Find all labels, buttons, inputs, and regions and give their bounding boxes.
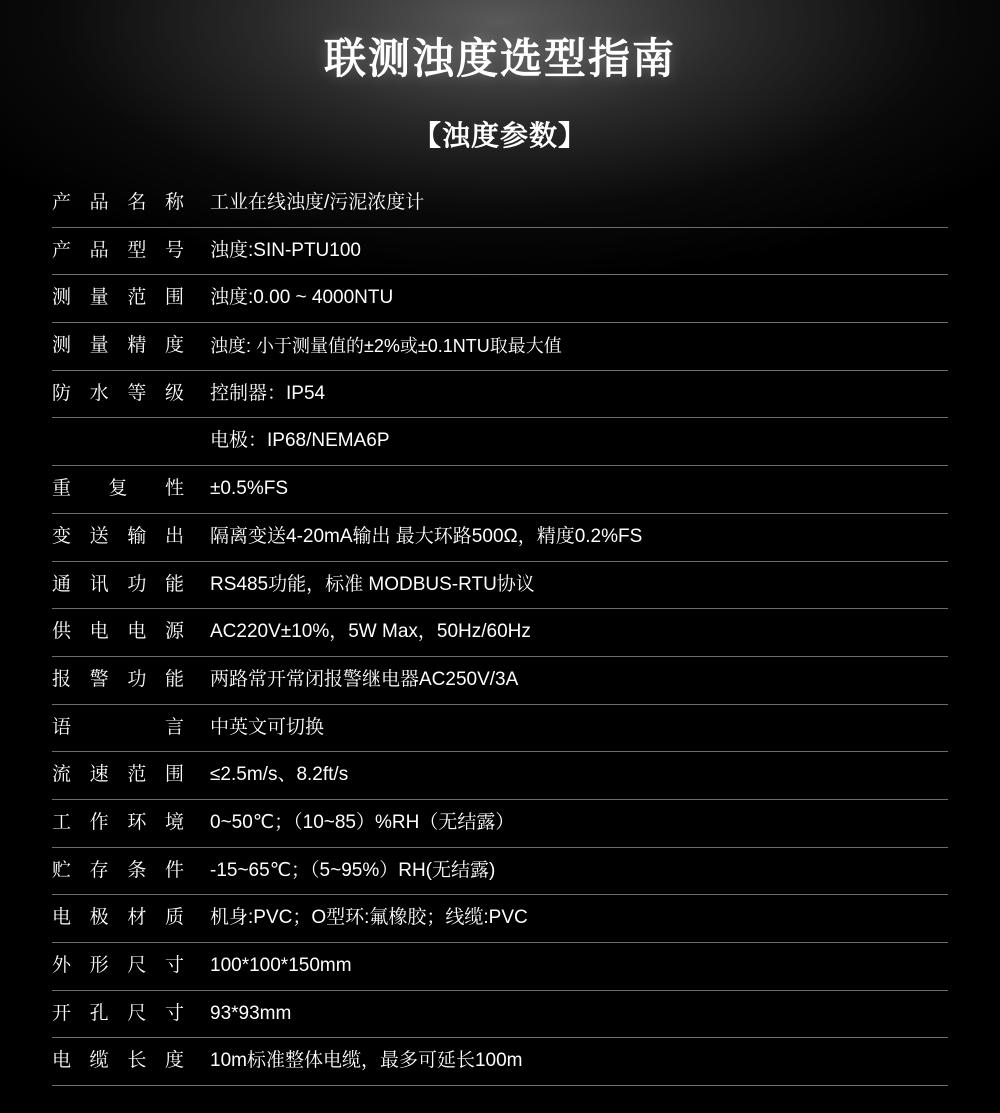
spec-value: 中英文可切换 (210, 716, 325, 738)
spec-value: -15~65℃；（5~95%）RH(无结露) (210, 859, 496, 881)
spec-value: ±0.5%FS (210, 478, 289, 500)
spec-value: 机身:PVC；O型环:氟橡胶；线缆:PVC (210, 907, 528, 929)
spec-label: 电极材质 (52, 907, 184, 929)
spec-label: 变送输出 (52, 525, 184, 547)
spec-label: 供电电源 (52, 621, 184, 643)
spec-label: 电缆长度 (52, 1050, 184, 1072)
spec-value: 浊度: 小于测量值的±2%或±0.1NTU取最大值 (210, 335, 562, 356)
spec-label: 产品名称 (52, 192, 184, 213)
table-row (52, 752, 948, 800)
spec-label: 外形尺寸 (52, 955, 184, 976)
spec-value: 浊度:0.00 ~ 4000NTU (210, 287, 394, 309)
spec-value: 两路常开常闭报警继电器AC250V/3A (210, 668, 519, 690)
spec-value: AC220V±10%，5W Max，50Hz/60Hz (210, 621, 531, 643)
spec-value: 隔离变送4-20mA输出 最大环路500Ω，精度0.2%FS (210, 525, 643, 547)
table-row (52, 847, 948, 895)
spec-label: 贮存条件 (52, 859, 184, 881)
table-row (52, 418, 948, 466)
specification-table-body (52, 180, 948, 1086)
table-row (52, 323, 948, 371)
spec-value: 电极：IP68/NEMA6P (210, 430, 390, 452)
spec-label: 测量范围 (52, 287, 184, 309)
spec-value: 100*100*150mm (210, 955, 352, 976)
table-row (52, 704, 948, 752)
table-row (52, 180, 948, 227)
spec-value: 0~50℃；（10~85）%RH（无结露） (210, 811, 515, 833)
spec-label: 语言 (52, 716, 184, 738)
bottom-edge (0, 1093, 1000, 1113)
spec-value: 10m标准整体电缆，最多可延长100m (210, 1050, 523, 1072)
spec-label: 测量精度 (52, 335, 184, 357)
spec-value: 控制器：IP54 (210, 382, 326, 404)
spec-value: 浊度:SIN-PTU100 (210, 239, 361, 261)
table-row (52, 466, 948, 514)
spec-label: 防水等级 (52, 382, 184, 404)
table-row (52, 370, 948, 418)
table-row (52, 990, 948, 1038)
table-row (52, 561, 948, 609)
spec-label: 工作环境 (52, 811, 184, 833)
table-row (52, 1038, 948, 1086)
specification-table (52, 180, 948, 1086)
table-row (52, 275, 948, 323)
table-row (52, 799, 948, 847)
spec-value: ≤2.5m/s、8.2ft/s (210, 764, 349, 786)
spec-label: 通讯功能 (52, 573, 184, 595)
section-title: 【浊度参数】 (412, 120, 587, 151)
spec-label: 报警功能 (52, 668, 184, 690)
spec-label: 重复性 (52, 478, 184, 500)
spec-value: RS485功能，标准 MODBUS-RTU协议 (210, 573, 535, 595)
table-row (52, 513, 948, 561)
table-row (52, 895, 948, 943)
spec-label: 产品型号 (52, 239, 184, 261)
spec-label: 流速范围 (52, 764, 184, 786)
page-title: 联测浊度选型指南 (323, 35, 676, 82)
spec-value: 93*93mm (210, 1002, 292, 1024)
table-row (52, 227, 948, 275)
table-row (52, 656, 948, 704)
spec-value: 工业在线浊度/污泥浓度计 (210, 192, 425, 213)
spec-label (52, 418, 206, 466)
table-row (52, 943, 948, 991)
spec-label: 开孔尺寸 (52, 1002, 184, 1024)
table-row (52, 609, 948, 657)
